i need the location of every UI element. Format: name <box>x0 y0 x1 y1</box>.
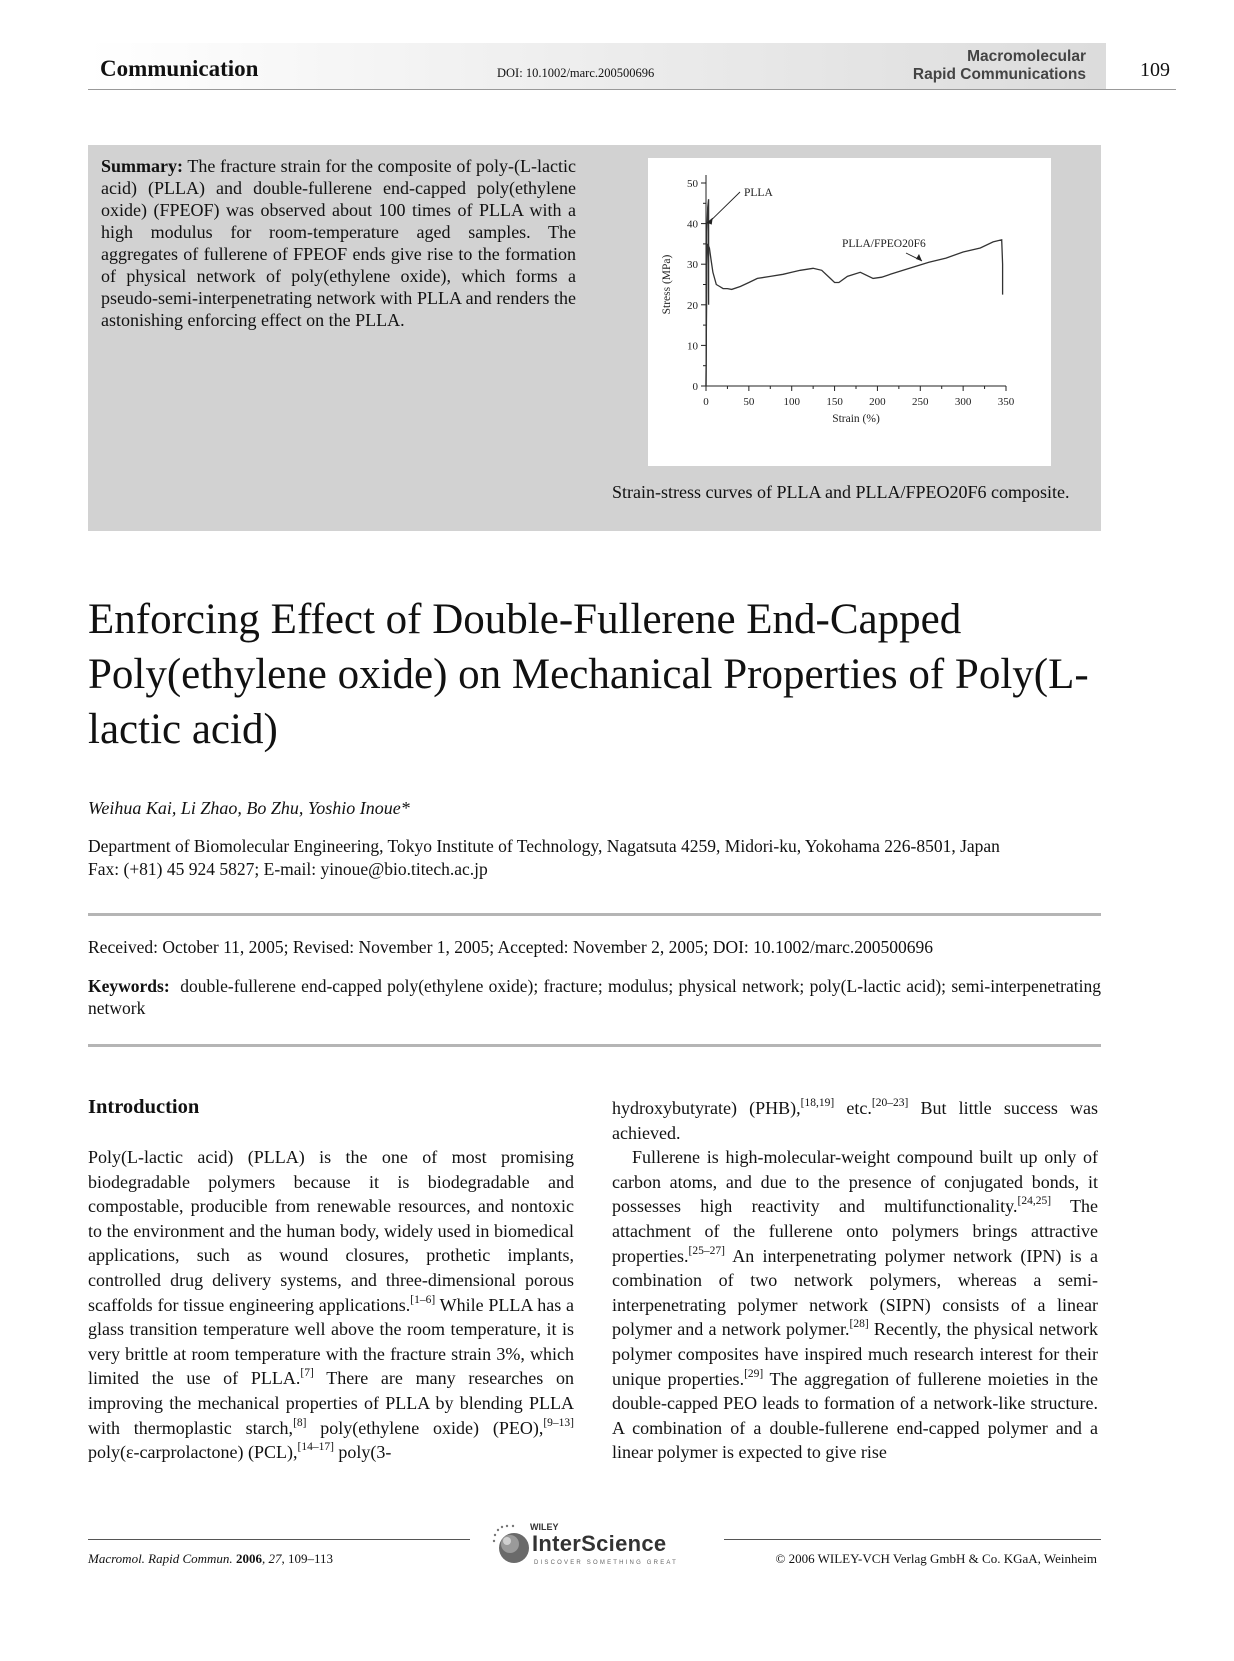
x-tick-label: 50 <box>743 396 755 408</box>
column-right <box>612 1096 1098 1465</box>
section-label: Communication <box>100 56 259 81</box>
paragraph <box>612 1096 1098 1145</box>
citation[interactable]: [7] <box>300 1367 314 1380</box>
footer-pages: , 109–113 <box>281 1551 333 1566</box>
figure-frame <box>648 158 1051 466</box>
text-run: hydroxybutyrate) (PHB), <box>612 1098 801 1118</box>
citation[interactable]: [14–17] <box>297 1441 334 1454</box>
text-run: Fullerene is high-molecular-weight compound built up only of carbon atoms, and due to the presence of conjugated bonds, it possesses high reactivity and multifunctionality. <box>612 1147 1098 1217</box>
x-tick-label: 0 <box>703 396 709 408</box>
footer-rule-left <box>88 1539 470 1540</box>
x-tick-label: 350 <box>997 396 1015 408</box>
text-run: But little success was achieved. <box>612 1098 1099 1143</box>
stress-strain-chart <box>648 158 1051 466</box>
citation[interactable]: [8] <box>293 1416 307 1429</box>
paragraph <box>612 1145 1098 1465</box>
column-left <box>88 1145 574 1465</box>
y-tick-label: 40 <box>687 218 698 231</box>
journal-name-line2: Rapid Communications <box>912 66 1086 83</box>
summary-body: The fracture strain for the composite of poly-(L-lactic acid) (PLLA) and double-fullerene end-capped poly(ethylene oxide) (FPEOF) was observed about 100 times of PLLA with a high modulus for room-temperature aged samples. The aggregates of fullerene of FPEOF ends give rise to the formation of physical network of poly(ethylene oxide), which forms a pseudo-semi-interpenetrating network with PLLA and renders the astonishing enforcing effect on the PLLA. <box>101 156 576 330</box>
text-run: etc. <box>834 1098 872 1118</box>
series-line-plla-fpeo20f6 <box>706 240 1003 386</box>
x-tick-label: 200 <box>869 396 886 408</box>
text-run: Poly(L-lactic acid) (PLLA) is the one of most promising biodegradable polymers because it is biodegradable and compostable, producible from renewable resources, and nontoxic to the environment and the human body, widely used in biomedical applications, such as wound closures, prothetic implants, controlled drug delivery systems, and three-dimensional porous scaffolds for tissue engineering applications. <box>88 1147 574 1315</box>
citation[interactable]: [18,19] <box>800 1097 835 1109</box>
annotation-plla: PLLA <box>744 187 773 199</box>
keywords-list: double-fullerene end-capped poly(ethylene oxide); fracture; modulus; physical network; poly(L-lactic acid); semi-interpenetrating network <box>88 976 1102 1018</box>
x-tick-label: 300 <box>954 396 972 408</box>
annotation-arrow-plla <box>708 192 740 224</box>
page-number: 109 <box>1140 59 1170 81</box>
text-run: The attachment of the fullerene onto polymers brings attractive properties. <box>612 1196 1098 1266</box>
citation[interactable]: [29] <box>744 1367 764 1380</box>
y-axis-label: Stress (MPa) <box>661 254 673 315</box>
keywords <box>88 975 1101 1019</box>
arrowhead <box>916 254 922 261</box>
header-rule <box>88 89 1176 90</box>
footer-journal-name: Macromol. Rapid Commun. <box>88 1551 233 1566</box>
x-axis-label: Strain (%) <box>832 413 880 425</box>
header-doi: DOI: 10.1002/marc.200500696 <box>497 66 655 80</box>
citation[interactable]: [28] <box>849 1318 869 1331</box>
text-run: An interpenetrating polymer network (IPN) is a combination of two network polymers, whereas a semi-interpenetrating polymer network (SIPN) consists of a linear polymer and a network polymer. <box>612 1245 1098 1340</box>
y-tick-label: 0 <box>692 381 698 393</box>
y-tick-label: 30 <box>687 259 698 272</box>
x-tick-label: 100 <box>783 396 800 408</box>
journal-name-line1: Macromolecular <box>967 48 1086 65</box>
y-tick-label: 50 <box>687 178 698 190</box>
journal-name <box>913 48 1086 84</box>
received-dates: Received: October 11, 2005; Revised: November 1, 2005; Accepted: November 2, 2005; DOI: 10.1002/marc.200500696 <box>88 937 933 957</box>
interscience-logo <box>492 1522 702 1572</box>
logo-tagline: DISCOVER SOMETHING GREAT <box>534 1560 679 1566</box>
footer-journal-ref: Macromol. Rapid Commun. 2006, 27, 109–113 <box>88 1551 333 1566</box>
y-tick-label: 10 <box>687 340 698 353</box>
citation[interactable]: [20–23] <box>871 1097 909 1109</box>
summary-text <box>101 155 576 331</box>
citation[interactable]: [25–27] <box>688 1244 725 1257</box>
rule-bottom <box>88 1044 1101 1047</box>
article-title: Enforcing Effect of Double-Fullerene End-Capped Poly(ethylene oxide) on Mechanical Properties of Poly(L-lactic acid) <box>88 596 1089 753</box>
text-run: The aggregation of fullerene moieties in the double-capped PEO leads to formation of a network-like structure. A combination of a double-fullerene end-capped polymer and a linear polymer is expected to give rise <box>612 1368 1099 1463</box>
text-run: While PLLA has a glass transition temperature well above the room temperature, it is very brittle at room temperature with the fracture strain 3%, which limited the use of PLLA. <box>88 1294 574 1389</box>
keywords-label: Keywords: <box>88 976 170 996</box>
paragraph <box>88 1145 574 1465</box>
footer-rule-right <box>724 1539 1101 1540</box>
text-run: poly(ethylene oxide) (PEO), <box>306 1417 544 1438</box>
citation[interactable]: [1–6] <box>410 1293 436 1306</box>
footer-volume: 27 <box>268 1551 282 1566</box>
figure-caption: Strain-stress curves of PLLA and PLLA/FPEO20F6 composite. <box>612 482 1070 502</box>
copyright: © 2006 WILEY-VCH Verlag GmbH & Co. KGaA, Weinheim <box>775 1551 1097 1566</box>
text-run: poly(ε-carprolactone) (PCL), <box>88 1442 298 1463</box>
summary-label: Summary: <box>101 156 183 176</box>
x-tick-label: 150 <box>826 396 843 408</box>
citation[interactable]: [9–13] <box>543 1416 574 1429</box>
text-run: There are many researches on improving the mechanical properties of PLLA by blending PLLA with thermoplastic starch, <box>88 1368 574 1438</box>
contact: Fax: (+81) 45 924 5827; E-mail: yinoue@bio.titech.ac.jp <box>88 859 488 879</box>
rule-top <box>88 913 1101 916</box>
x-tick-label: 250 <box>912 396 929 408</box>
globe-icon <box>492 1524 532 1568</box>
logo-wiley: WILEY <box>530 1522 559 1532</box>
authors: Weihua Kai, Li Zhao, Bo Zhu, Yoshio Inoue* <box>88 798 410 818</box>
y-tick-label: 20 <box>687 299 698 312</box>
citation[interactable]: [24,25] <box>1017 1195 1052 1208</box>
annotation-plla-fpeo20f6: PLLA/FPEO20F6 <box>842 238 926 250</box>
logo-interscience: InterScience <box>532 1531 667 1556</box>
text-run: poly(3- <box>333 1442 392 1463</box>
footer-year: 2006 <box>235 1551 262 1566</box>
text-run: Recently, the physical network polymer composites have inspired much research interest for their unique properties. <box>612 1319 1098 1389</box>
section-heading-introduction: Introduction <box>88 1096 200 1118</box>
affiliation-block <box>88 835 1104 881</box>
affiliation: Department of Biomolecular Engineering, Tokyo Institute of Technology, Nagatsuta 4259, Midori-ku, Yokohama 226-8501, Japan <box>88 836 1000 856</box>
